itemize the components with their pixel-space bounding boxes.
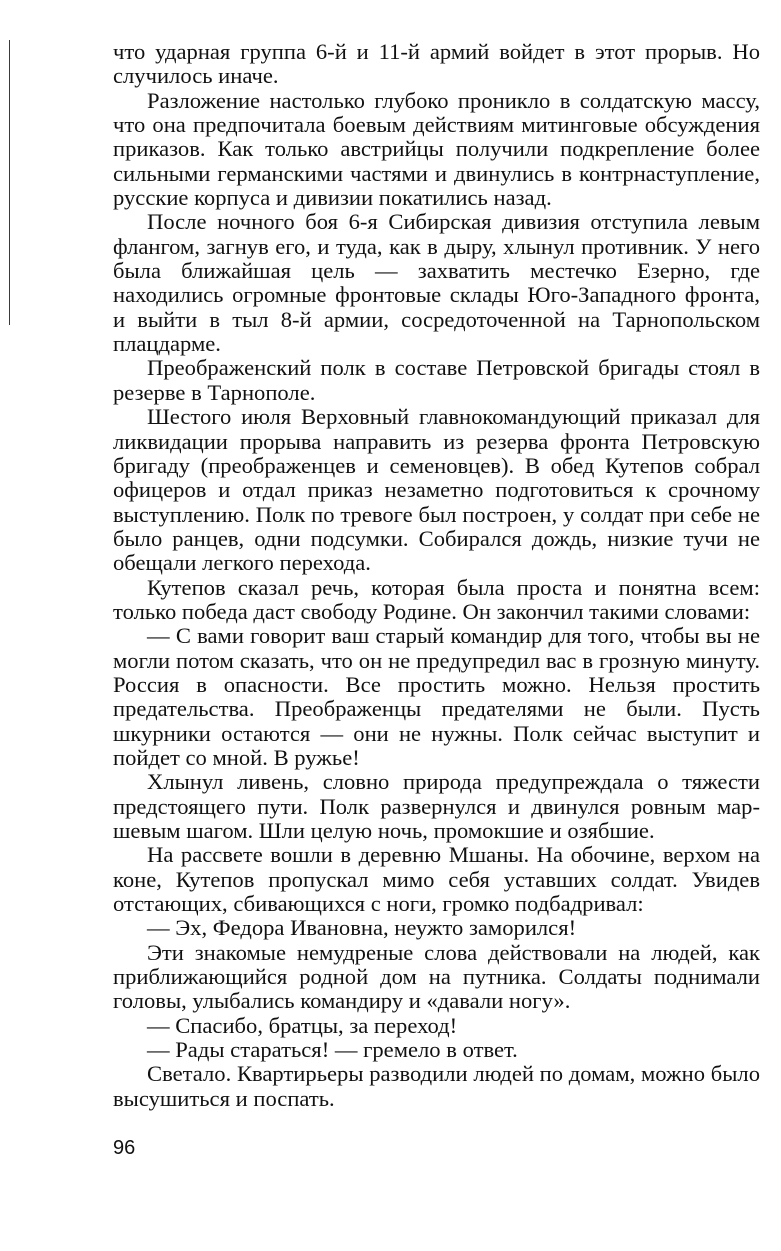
paragraph: — Спасибо, братцы, за переход! xyxy=(147,1012,458,1038)
paragraph: Хлынул ливень, словно природа предупреждала о тяжести предстоящего пути. Полк развернулся и двинулся ровным маршевым шагом. Шли целую ночь, промокшие и озябшие. xyxy=(113,769,760,843)
paragraph: — Рады стараться! — гремело в ответ. xyxy=(147,1037,518,1063)
paragraph: что ударная группа 6-й и 11-й армий войдет в этот прорыв. Но случилось иначе. xyxy=(113,39,760,89)
paragraph: Преображенский полк в составе Петровской бригады стоял в резерве в Тарнополе. xyxy=(113,355,760,405)
paragraph: После ночного боя 6-я Сибирская дивизия отступила левым флангом, загнув его, и туда, как в дыру, хлынул противник. У него была ближайшая цель — захватить местечко Езерно, где находились огромные фронтовые склады Юго-Западного фронта, и выйти в тыл 8-й армии, сосредоточенной на Тарнопольском плацдарме. xyxy=(113,209,760,357)
paragraph: На рассвете вошли в деревню Мшаны. На обочине, верхом на коне, Кутепов пропускал мимо себя уставших солдат. Увидев отстающих, сбивающихся с ноги, громко подбадривал: xyxy=(113,842,760,917)
paragraph: Кутепов сказал речь, которая была проста и понятна всем: только победа даст свободу Родине. Он закончил такими словами: xyxy=(113,574,760,624)
paragraph: — Эх, Федора Ивановна, неужто заморился! xyxy=(147,915,577,941)
margin-line xyxy=(9,40,10,325)
page-number: 96 xyxy=(113,1137,136,1159)
paragraph: Эти знакомые немудреные слова действовали на людей, как приближающийся родной дом на путника. Солдаты поднимали головы, улыбались командиру и «давали ногу». xyxy=(113,939,760,1014)
body-text xyxy=(113,40,760,1111)
paragraph: Шестого июля Верховный главнокомандующий приказал для ликвидации прорыва направить из резерва фронта Петровскую бригаду (преображенцев и семеновцев). В обед Кутепов собрал офицеров и отдал приказ незаметно подготовиться к срочному выступлению. Полк по тревоге был построен, у солдат при себе не было ранцев, одни подсумки. Собирался дождь, низкие тучи не обещали легкого перехода. xyxy=(113,404,760,576)
paragraph: — С вами говорит ваш старый командир для того, чтобы вы не могли потом сказать, что он не предупредил вас в грозную минуту. Россия в опасности. Все простить можно. Нельзя простить предательства. Преображенцы предателями не были. Пусть шкурники остаются — они не нужны. Полк сейчас выступит и пойдет со мной. В ружье! xyxy=(113,623,760,770)
paragraph: Светало. Квартирьеры разводили людей по домам, можно было высушиться и поспать. xyxy=(113,1061,760,1111)
paragraph: Разложение настолько глубоко проникло в солдатскую массу, что она предпочитала боевым действиям митинговые обсуждения приказов. Как только австрийцы получили подкрепление более сильными германскими частями и двинулись в контрнаступление, русские корпуса и дивизии покатились назад. xyxy=(113,87,760,211)
